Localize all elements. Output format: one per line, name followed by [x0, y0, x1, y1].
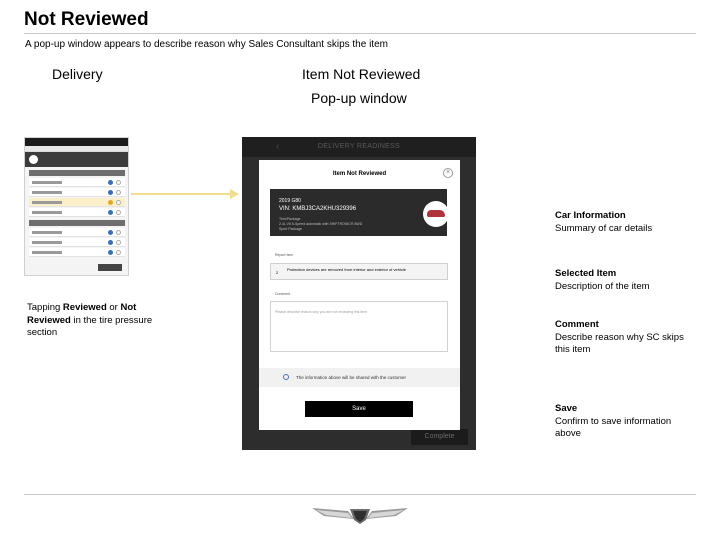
- car-image: [423, 201, 449, 227]
- flow-arrow-head-icon: [230, 189, 239, 199]
- car-package: Sport Package: [279, 227, 302, 231]
- header-divider: [24, 33, 696, 34]
- thumbnail-avatar-icon: [29, 155, 38, 164]
- car-vin: VIN: KMBJ3CA2KHU329396: [279, 206, 357, 212]
- note-save: Save Confirm to save information above: [555, 403, 672, 439]
- thumbnail-row: [29, 208, 125, 217]
- comment-input[interactable]: [270, 301, 448, 352]
- car-icon: [427, 210, 445, 217]
- thumbnail-row: [29, 188, 125, 197]
- share-notice: [259, 368, 460, 387]
- car-trim-value: 2.4L V6 6-Speed automatic with SHIFTRONIC® AWD: [279, 222, 363, 226]
- popup-column-label: Item Not Reviewed: [302, 66, 421, 82]
- report-item-text: Protection devices are removed from interior and exterior of vehicle: [287, 267, 406, 272]
- note-comment: Comment Describe reason why SC skips this item: [555, 319, 684, 355]
- close-icon[interactable]: ×: [443, 168, 453, 178]
- car-information-card: [270, 189, 447, 236]
- info-icon: [283, 374, 289, 380]
- report-item-label: Report Item: [275, 253, 294, 257]
- winged-emblem-logo: [310, 501, 410, 528]
- thumbnail-row: [29, 238, 125, 247]
- thumbnail-row: [29, 178, 125, 187]
- delivery-screen-thumbnail: [24, 137, 129, 276]
- thumbnail-row: [29, 248, 125, 257]
- note-car-information: Car Information Summary of car details: [555, 210, 653, 234]
- complete-button[interactable]: Complete: [411, 429, 468, 445]
- tap-instruction: Tapping Reviewed or Not Reviewed in the tire pressure section: [27, 302, 153, 338]
- selected-item-box: [270, 263, 448, 280]
- not-reviewed-popup: [259, 160, 460, 430]
- thumbnail-customer-bar: [25, 152, 128, 167]
- car-model: 2019 G80: [279, 198, 301, 204]
- car-trim-label: Trim/Package: [279, 217, 301, 221]
- footer-divider: [24, 494, 696, 495]
- thumbnail-top-bar: [25, 138, 128, 146]
- thumbnail-section-header: [29, 170, 125, 176]
- thumbnail-row: [29, 228, 125, 237]
- delivery-column-label: Delivery: [52, 66, 103, 82]
- save-button[interactable]: Save: [305, 401, 413, 417]
- note-selected-item: Selected Item Description of the item: [555, 268, 650, 292]
- popup-column-sublabel: Pop-up window: [311, 90, 407, 106]
- share-notice-text: The information above will be shared with the customer: [296, 375, 407, 380]
- page-title: Not Reviewed: [24, 9, 149, 30]
- comment-label: Comment: [275, 292, 291, 296]
- thumbnail-next-button: [98, 264, 122, 271]
- popup-title: Item Not Reviewed: [332, 171, 387, 177]
- flow-arrow-line: [131, 193, 231, 195]
- comment-placeholder: Please describe reason why you are not reviewing this item: [275, 310, 368, 314]
- thumbnail-section-header: [29, 220, 125, 226]
- tablet-header: DELIVERY READINESS: [242, 137, 476, 157]
- page-subtitle: A pop-up window appears to describe reason why Sales Consultant skips the item: [25, 39, 388, 50]
- report-item-number: 2: [276, 270, 279, 275]
- thumbnail-row-highlighted: [29, 198, 125, 207]
- back-arrow-icon[interactable]: ‹: [276, 141, 280, 152]
